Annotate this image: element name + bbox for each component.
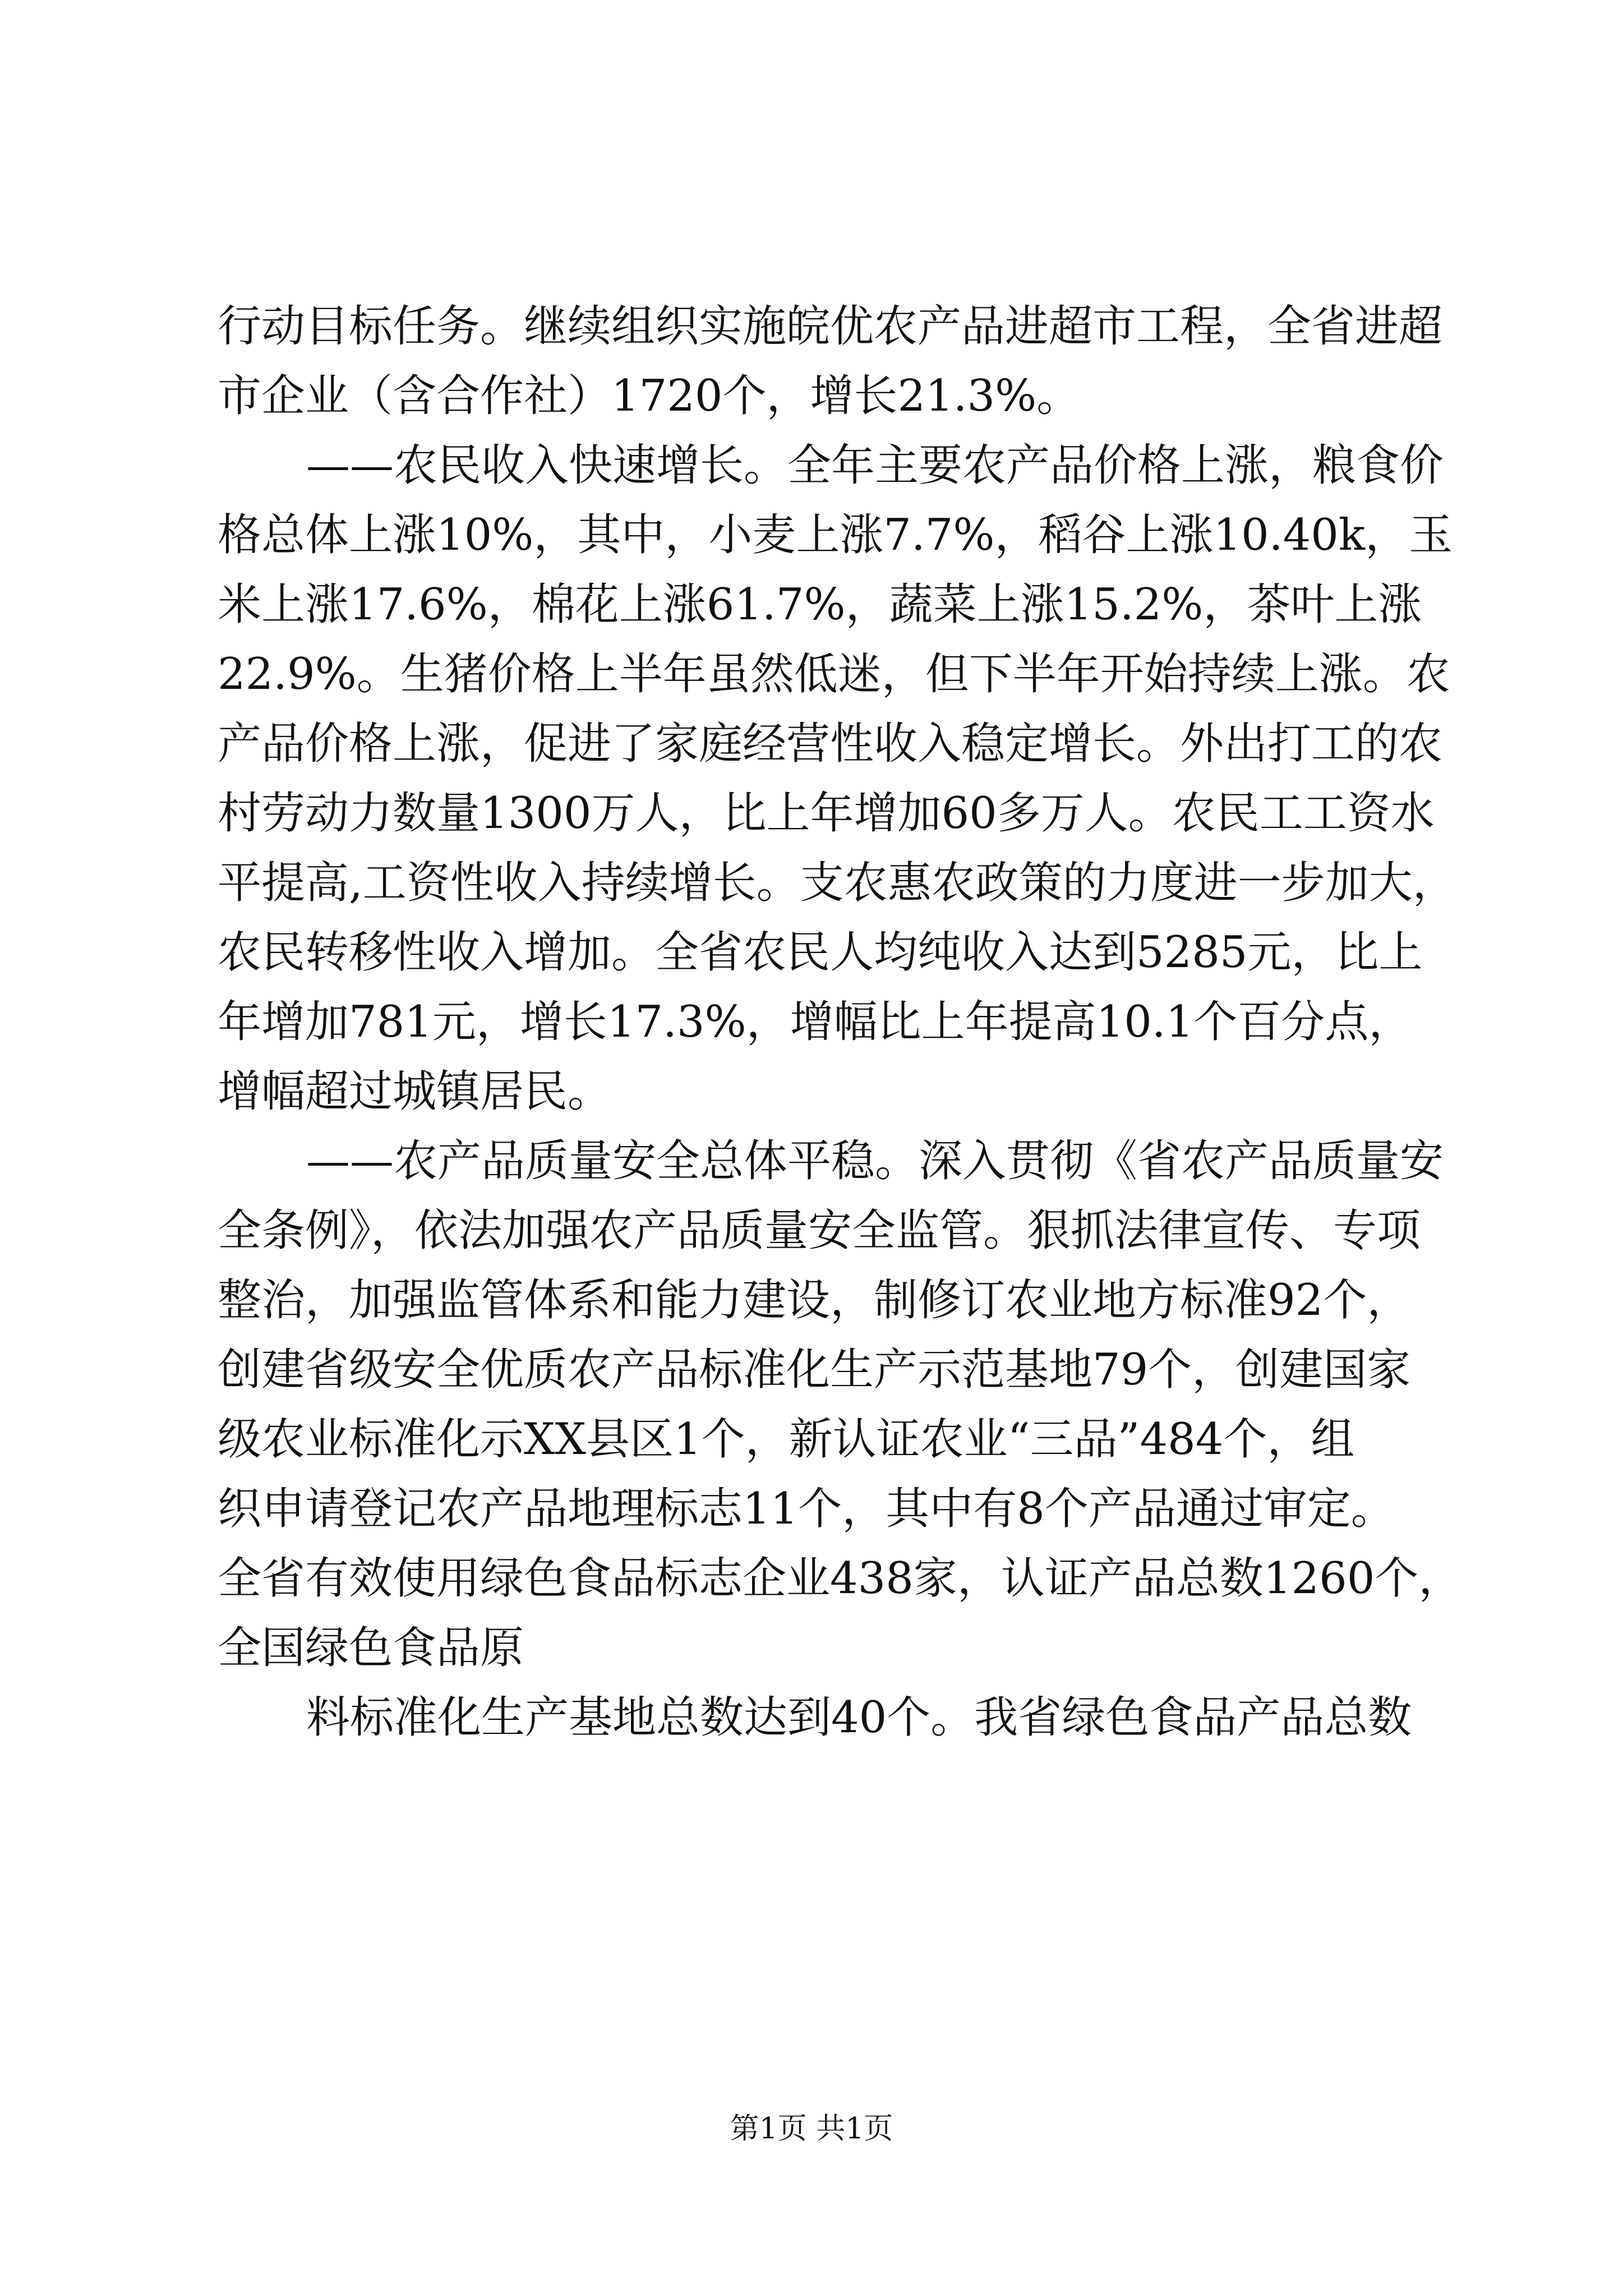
document-body xyxy=(218,292,1463,1752)
page-number-label: 第1页 共1页 xyxy=(730,2112,893,2146)
text-line: 创建省级安全优质农产品标准化生产示范基地79个，创建国家 xyxy=(218,1345,1411,1395)
text-line: ——农产品质量安全总体平稳。深入贯彻《省农产品质量安 xyxy=(306,1136,1444,1186)
text-line: 村劳动力数量1300万人，比上年增加60多万人。农民工工资水 xyxy=(218,788,1435,839)
text-line: 市企业（含合作社）1720个，增长21.3%。 xyxy=(218,371,1081,421)
text-line: 米上涨17.6%，棉花上涨61.7%，蔬菜上涨15.2%，茶叶上涨 xyxy=(218,579,1422,630)
text-line: 全省有效使用绿色食品标志企业438家，认证产品总数1260个， xyxy=(218,1553,1463,1604)
text-line: 格总体上涨10%，其中，小麦上涨7.7%，稻谷上涨10.40k，玉 xyxy=(218,510,1453,560)
text-line: 料标准化生产基地总数达到40个。我省绿色食品产品总数 xyxy=(306,1692,1412,1743)
text-line: 农民转移性收入增加。全省农民人均纯收入达到5285元，比上 xyxy=(218,927,1423,978)
text-line: 整治，加强监管体系和能力建设，制修订农业地方标准92个， xyxy=(218,1275,1411,1326)
text-line: 全条例》，依法加强农产品质量安全监管。狠抓法律宣传、专项 xyxy=(218,1205,1421,1256)
text-line: 产品价格上涨，促进了家庭经营性收入稳定增长。外出打工的农 xyxy=(218,719,1443,769)
text-line: ——农民收入快速增长。全年主要农产品价格上涨，粮食价 xyxy=(306,440,1444,491)
text-line: 22.9%。生猪价格上半年虽然低迷，但下半年开始持续上涨。农 xyxy=(218,649,1450,700)
text-line: 年增加781元，增长17.3%，增幅比上年提高10.1个百分点， xyxy=(218,997,1413,1047)
text-line: 行动目标任务。继续组织实施皖优农产品进超市工程，全省进超 xyxy=(218,301,1443,352)
text-line: 级农业标准化示XX县区1个，新认证农业“三品”484个，组 xyxy=(218,1414,1355,1465)
text-line: 全国绿色食品原 xyxy=(218,1623,524,1673)
text-line: 织申请登记农产品地理标志11个，其中有8个产品通过审定。 xyxy=(218,1484,1395,1534)
text-line: 平提高,工资性收入持续增长。支农惠农政策的力度进一步加大， xyxy=(218,858,1456,908)
text-line: 增幅超过城镇居民。 xyxy=(218,1066,612,1117)
page-footer xyxy=(0,2109,1623,2148)
